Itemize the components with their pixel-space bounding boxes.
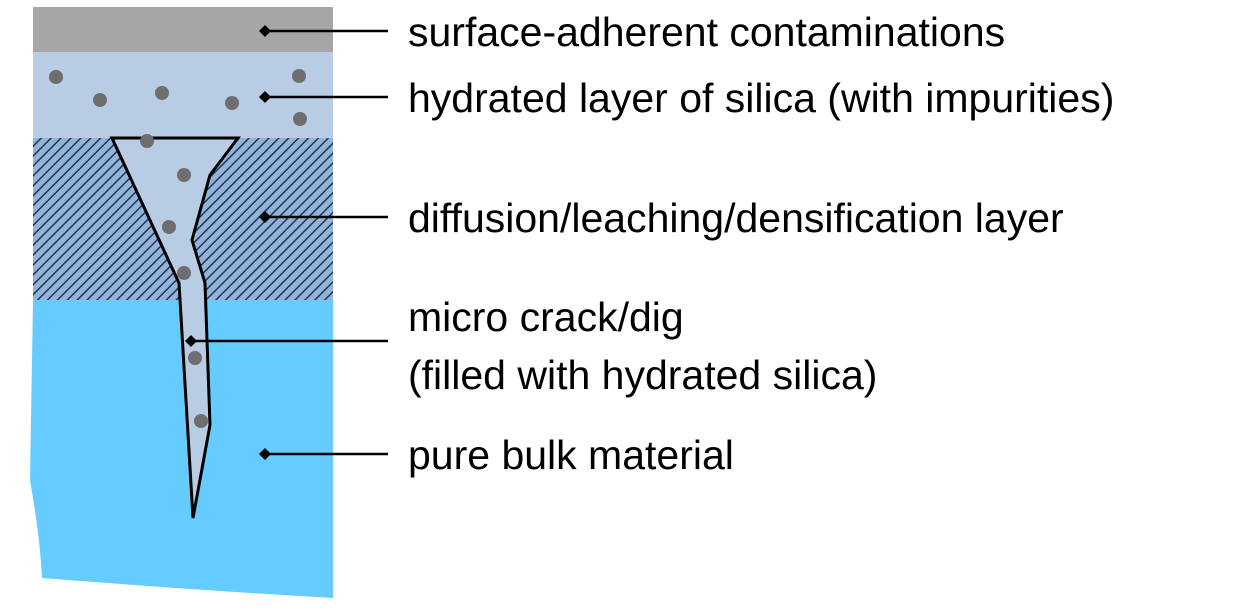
particle-dot-icon bbox=[93, 93, 107, 107]
particle-dot-icon bbox=[292, 69, 306, 83]
particle-dot-icon bbox=[293, 112, 307, 126]
particle-dot-icon bbox=[140, 134, 154, 148]
particle-dot-icon bbox=[177, 168, 191, 182]
surface-contamination-layer bbox=[33, 7, 333, 52]
particle-dot-icon bbox=[177, 266, 191, 280]
label-micro-crack-line2: (filled with hydrated silica) bbox=[408, 352, 878, 398]
particle-dot-icon bbox=[155, 86, 169, 100]
particle-dot-icon bbox=[162, 220, 176, 234]
label-diffusion-layer: diffusion/leaching/densification layer bbox=[408, 195, 1064, 241]
particle-dot-icon bbox=[188, 351, 202, 365]
label-micro-crack-line1: micro crack/dig bbox=[408, 294, 684, 340]
label-surface-contamination: surface-adherent contaminations bbox=[408, 9, 1006, 55]
label-hydrated-layer: hydrated layer of silica (with impurities) bbox=[408, 75, 1115, 121]
particle-dot-icon bbox=[225, 96, 239, 110]
particle-dot-icon bbox=[194, 414, 208, 428]
label-bulk-material: pure bulk material bbox=[408, 432, 734, 478]
particle-dot-icon bbox=[49, 70, 63, 84]
